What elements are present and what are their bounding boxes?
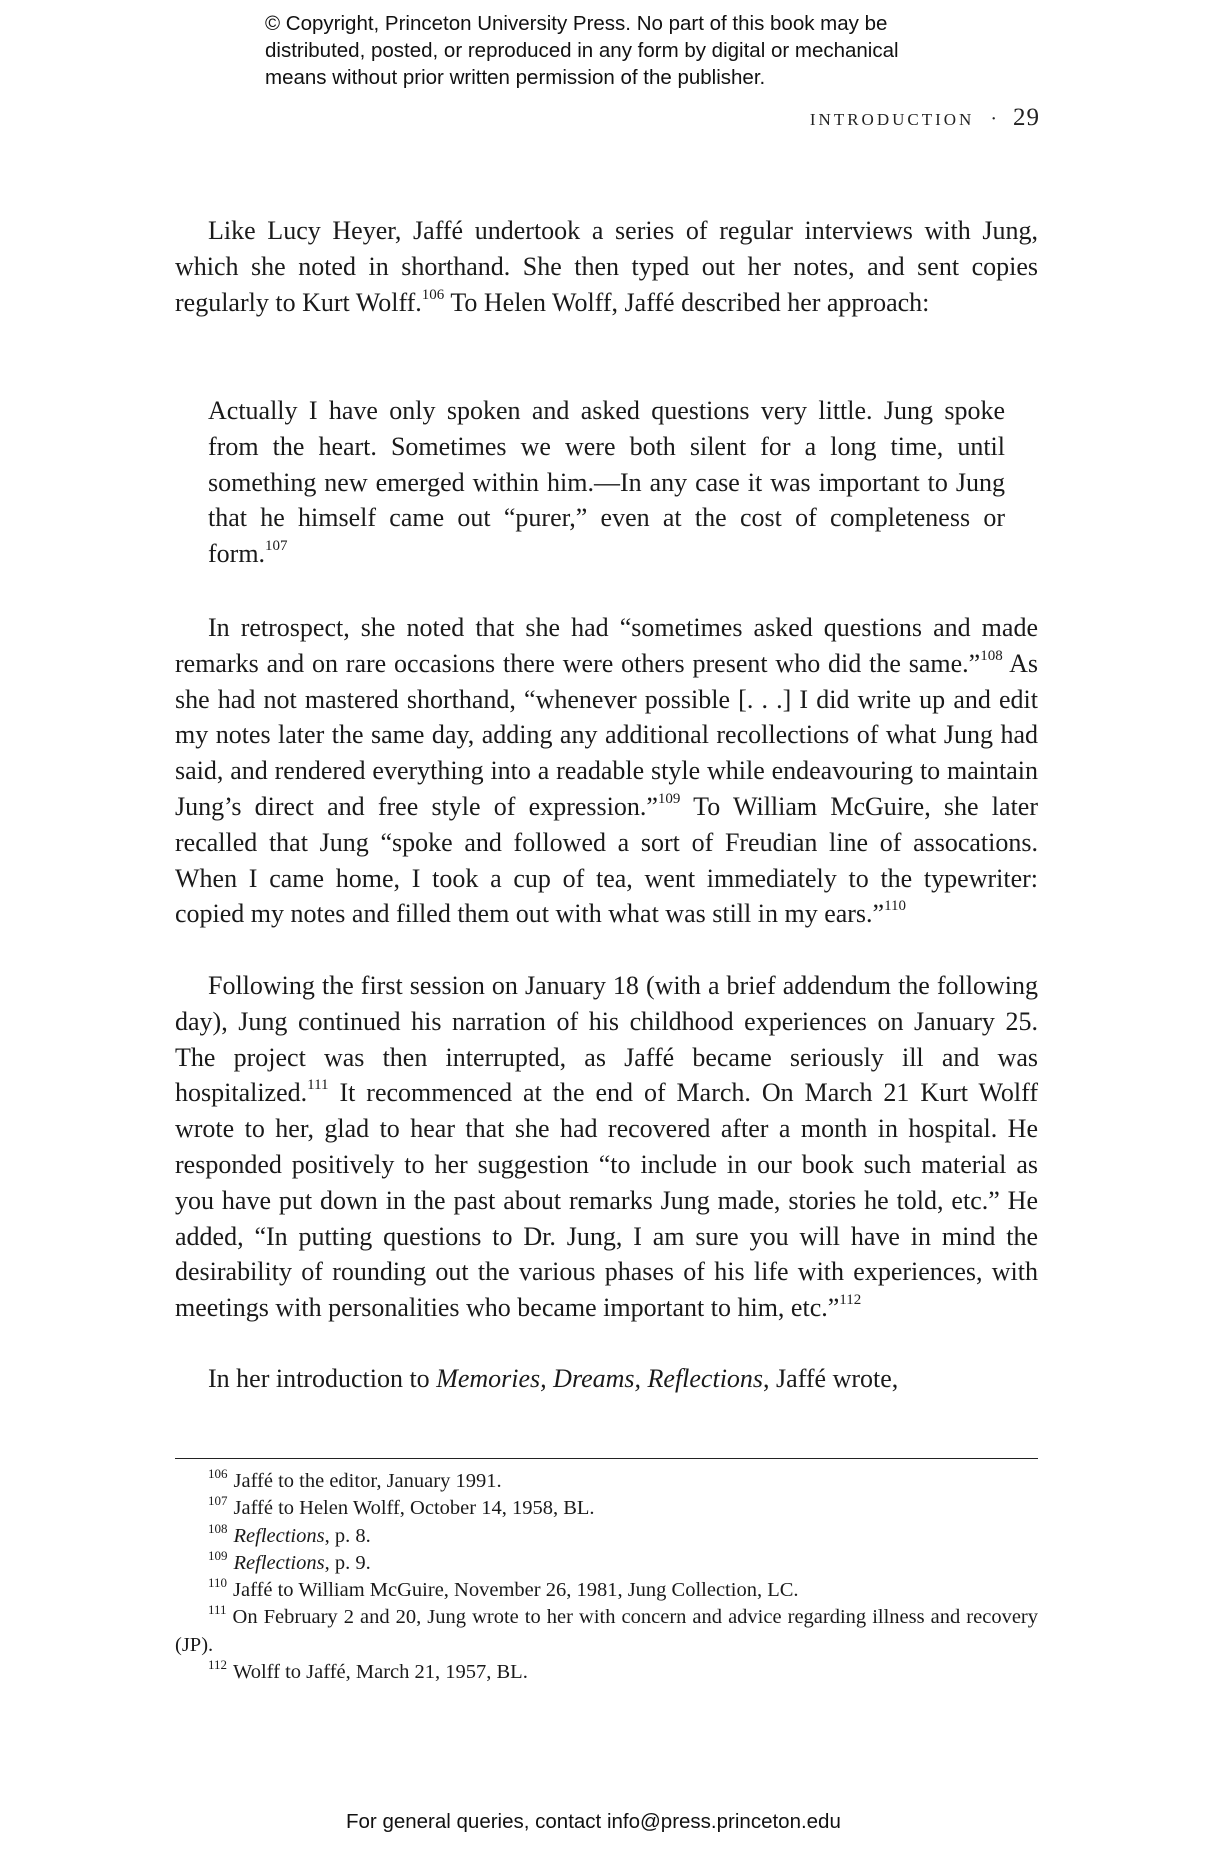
- footnote-ref-111: 111: [307, 1077, 329, 1094]
- footnote-110: $^{110}$ Jaffé to William McGuire, November 26, 1981, Jung Collection, LC.: [208, 1575, 799, 1602]
- running-head-separator: ·: [990, 108, 997, 130]
- copyright-notice: [265, 10, 1025, 91]
- contact-footer: For general queries, contact info@press.princeton.edu: [346, 1810, 841, 1833]
- footnote-112: $^{112}$ Wolff to Jaffé, March 21, 1957, BL.: [208, 1656, 528, 1684]
- paragraph-2: In retrospect, she noted that she had “sometimes asked questions and made remarks and on rare occasions there were others present who did the same.”$^{108}$ As she had not mastered shorthand, “whenever possible [. . .] I did write up and edit my notes later the same day, adding any additional recollections of what Jung had said, and rendered everything into a readable style while endeavouring to maintain Jung’s direct and free style of expression.”$^{109}$ To William McGuire, she later recalled that Jung “spoke and followed a sort of Freudian line of assocations. When I came home, I took a cup of tea, went immediately to the typewriter: copied my notes and filled them out with what was still in my ears.”$^{110}$: [175, 613, 1039, 929]
- footnote-ref-107: 107: [265, 538, 288, 555]
- book-title: Memories, Dreams, Reflections: [436, 1364, 764, 1393]
- footnote-111: $^{111}$ On February 2 and 20, Jung wrote to her with concern and advice regarding illness and recovery (JP).: [175, 1602, 1038, 1656]
- footnote-107: $^{107}$ Jaffé to Helen Wolff, October 14, 1958, BL.: [208, 1493, 595, 1520]
- footnotes: [175, 1465, 1038, 1686]
- footnote-109: $^{109}$ Reflections, p. 9.: [208, 1547, 371, 1574]
- footnote-ref-108: 108: [980, 647, 1003, 664]
- block-quote: Actually I have only spoken and asked questions very little. Jung spoke from the heart. Sometimes we were both silent for a long time, until something new emerged within him.—In any case it was important to Jung that he himself came out “purer,” even at the cost of completeness or form.$^{107}$: [208, 396, 1005, 569]
- copyright-line-1: © Copyright, Princeton University Press. No part of this book may be: [265, 12, 888, 35]
- running-head-title: INTRODUCTION: [809, 110, 975, 129]
- footnote-divider: [175, 1458, 1038, 1459]
- paragraph-1: Like Lucy Heyer, Jaffé undertook a series of regular interviews with Jung, which she noted in shorthand. She then typed out her notes, and sent copies regularly to Kurt Wolff.$^{106}$ To Helen Wolff, Jaffé described her approach:: [175, 216, 1038, 317]
- footnote-ref-110: 110: [884, 898, 907, 915]
- running-head: [600, 104, 1040, 132]
- footnote-108: $^{108}$ Reflections, p. 8.: [208, 1520, 371, 1547]
- copyright-line-2: distributed, posted, or reproduced in any form by digital or mechanical: [265, 39, 899, 62]
- page-number: 29: [1013, 104, 1040, 131]
- paragraph-4: In her introduction to Memories, Dreams, Reflections, Jaffé wrote,: [208, 1364, 899, 1393]
- paragraph-3: Following the first session on January 18 (with a brief addendum the following day), Jung continued his narration of his childhood experiences on January 25. The project was then interrupted, as Jaffé became seriously ill and was hospitalized.$^{111}$ It recommenced at the end of March. On March 21 Kurt Wolff wrote to her, glad to hear that she had recovered after a month in hospital. He responded positively to her suggestion “to include in our book such material as you have put down in the past about remarks Jung made, stories he told, etc.” He added, “In putting questions to Dr. Jung, I am sure you will have in mind the desirability of rounding out the various phases of his life with experiences, with meetings with personalities who became important to him, etc.”$^{112}$: [175, 971, 1038, 1323]
- footnote-106: $^{106}$ Jaffé to the editor, January 1991.: [208, 1465, 502, 1492]
- footnote-ref-106: 106: [421, 286, 445, 303]
- footnote-ref-109: 109: [657, 790, 681, 807]
- footnote-ref-112: 112: [839, 1292, 862, 1309]
- copyright-line-3: means without prior written permission of the publisher.: [265, 66, 766, 89]
